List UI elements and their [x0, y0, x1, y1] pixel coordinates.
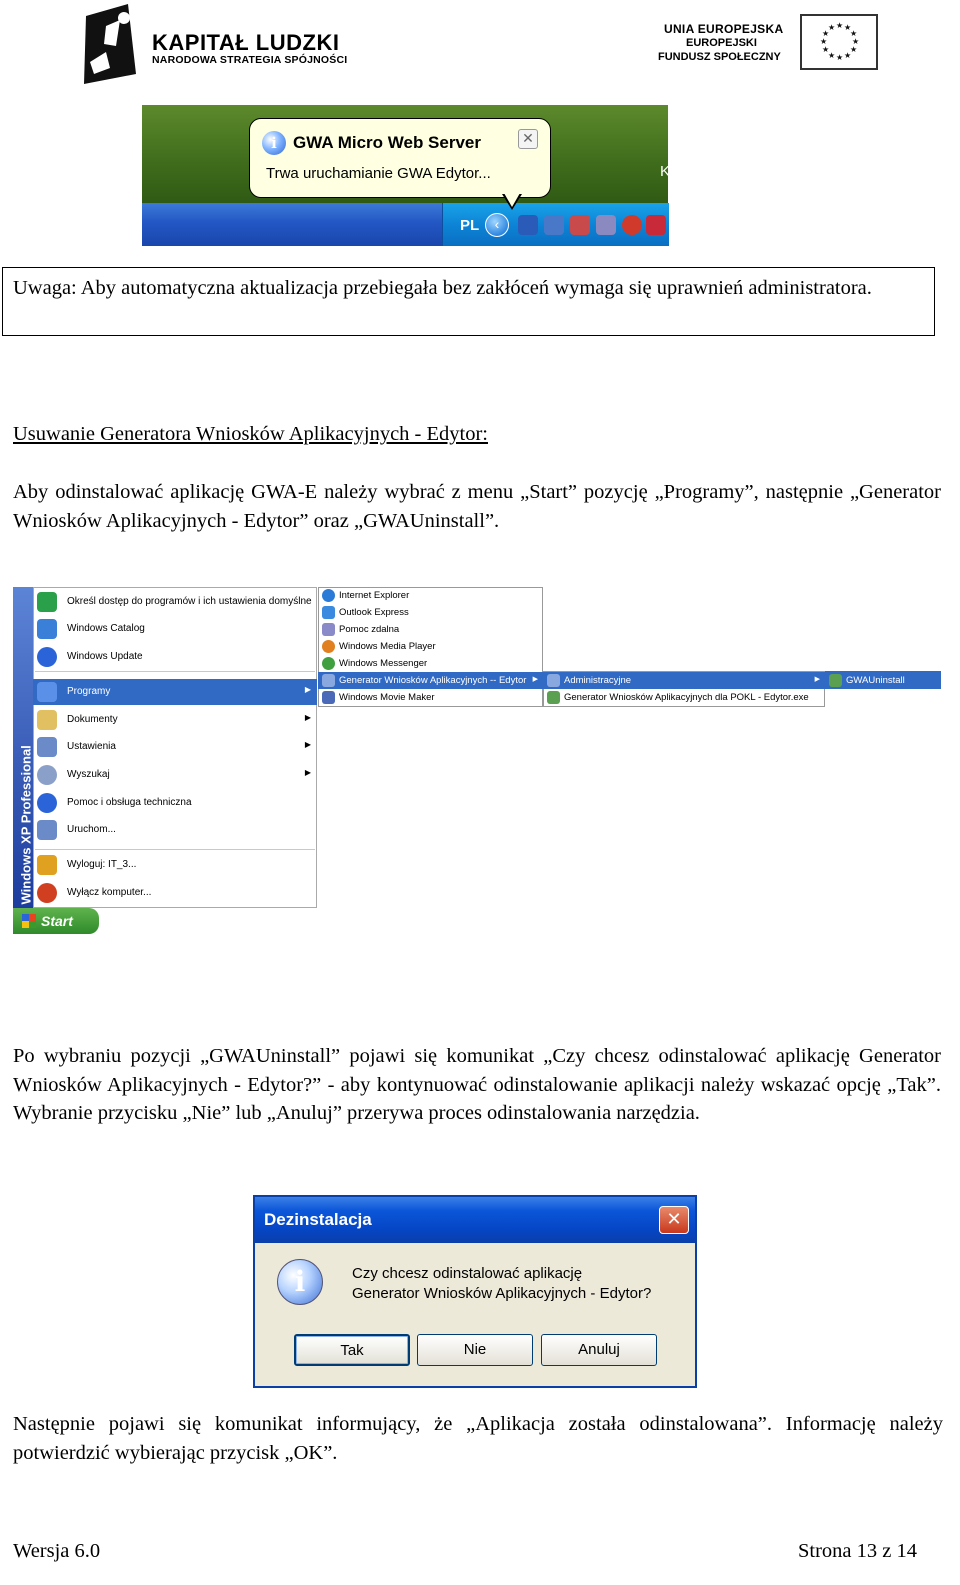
- tray-balloon-screenshot: [142, 105, 671, 246]
- svg-text:★: ★: [852, 37, 860, 46]
- dialog-title: Dezinstalacja: [264, 1210, 372, 1229]
- tray-expand-icon[interactable]: ‹: [485, 213, 509, 237]
- svg-text:★: ★: [828, 51, 836, 60]
- tray-balloon: [249, 118, 551, 198]
- svg-text:★: ★: [836, 53, 844, 62]
- remote-assistance-icon: [322, 623, 335, 636]
- section-heading: Usuwanie Generatora Wniosków Aplikacyjnych - Edytor:: [13, 423, 488, 445]
- kl-subtitle: NARODOWA STRATEGIA SPÓJNOŚCI: [152, 54, 348, 66]
- ue-line-3: FUNDUSZ SPOŁECZNY: [658, 51, 781, 63]
- menu-item-shutdown[interactable]: Wyłącz komputer...: [33, 880, 317, 906]
- media-player-icon: [322, 640, 335, 653]
- app-icon: [547, 691, 560, 704]
- balloon-close-icon[interactable]: ✕: [518, 129, 538, 149]
- menu-item-settings[interactable]: Ustawienia ▶: [33, 734, 317, 760]
- gwa-item-admin[interactable]: Administracyjne ▶: [543, 672, 825, 689]
- gwa-item-editor-exe[interactable]: Generator Wniosków Aplikacyjnych dla POKL - Edytor.exe: [543, 689, 825, 706]
- svg-text:★: ★: [844, 23, 852, 32]
- balloon-title: GWA Micro Web Server: [293, 133, 481, 152]
- program-remote-assistance[interactable]: Pomoc zdalna: [318, 621, 543, 638]
- submenu-arrow-icon: ▶: [304, 685, 311, 694]
- close-icon[interactable]: ✕: [659, 1206, 689, 1234]
- dialog-message: Czy chcesz odinstalować aplikację Generator Wniosków Aplikacyjnych - Edytor?: [352, 1265, 652, 1302]
- program-internet-explorer[interactable]: Internet Explorer: [318, 587, 543, 604]
- no-button[interactable]: Nie: [417, 1334, 533, 1366]
- program-movie-maker[interactable]: Windows Movie Maker: [318, 689, 543, 706]
- svg-text:★: ★: [836, 21, 844, 30]
- yes-button[interactable]: Tak: [294, 1334, 410, 1366]
- eu-flag-icon: [800, 14, 878, 70]
- paragraph-1: Aby odinstalować aplikację GWA-E należy wybrać z menu „Start” pozycję „Programy”, następnie „Generator Wniosków Aplikacyjnych - Edytor” oraz „GWAUninstall”.: [13, 481, 941, 532]
- ue-line-1: UNIA EUROPEJSKA: [664, 22, 784, 36]
- logoff-icon: [37, 855, 57, 875]
- dialog-titlebar: [255, 1197, 695, 1243]
- start-button[interactable]: Start: [13, 908, 99, 934]
- edge-letter: K: [660, 163, 671, 180]
- menu-item-documents[interactable]: Dokumenty ▶: [33, 707, 317, 733]
- menu-item-programs[interactable]: Programy ▶: [33, 679, 317, 705]
- submenu-arrow-icon: ▶: [304, 713, 311, 722]
- program-gwa-editor[interactable]: Generator Wniosków Aplikacyjnych -- Edytor ▶: [318, 672, 543, 689]
- kapital-ludzki-emblem-icon: [76, 2, 146, 86]
- menu-item-help[interactable]: Pomoc i obsługa techniczna: [33, 790, 317, 816]
- submenu-arrow-icon: ▶: [304, 740, 311, 749]
- svg-text:★: ★: [828, 23, 836, 32]
- kl-title: KAPITAŁ LUDZKI: [152, 30, 340, 55]
- paragraph-3: Następnie pojawi się komunikat informujący, że „Aplikacja została odinstalowana”. Informację należy potwierdzić wybierając przycisk „OK”.: [13, 1413, 943, 1464]
- folder-icon: [322, 674, 335, 687]
- info-icon: i: [262, 131, 286, 155]
- balloon-tail-fill: [504, 193, 520, 207]
- menu-item-program-access[interactable]: Określ dostęp do programów i ich ustawienia domyślne: [33, 589, 317, 615]
- outlook-express-icon: [322, 606, 335, 619]
- tray-shield-icon[interactable]: [646, 215, 666, 235]
- cancel-button[interactable]: Anuluj: [541, 1334, 657, 1366]
- footer-version: Wersja 6.0: [13, 1540, 101, 1562]
- windows-update-icon: [37, 647, 57, 667]
- program-access-icon: [37, 592, 57, 612]
- program-media-player[interactable]: Windows Media Player: [318, 638, 543, 655]
- uninstall-dialog: [253, 1195, 697, 1388]
- help-icon: [37, 793, 57, 813]
- balloon-text: Trwa uruchamianie GWA Edytor...: [266, 165, 491, 182]
- language-indicator[interactable]: PL: [460, 217, 480, 234]
- paragraph-2: Po wybraniu pozycji „GWAUninstall” pojawi się komunikat „Czy chcesz odinstalować aplikację Generator Wniosków Aplikacyjnych - Edytor?” - aby kontynuować odinstalowanie aplikacji należy wskazać opcję „Tak”. Wybranie przycisku „Nie” lub „Anuluj” przerywa proces odinstalowania narzędzia.: [13, 1045, 941, 1124]
- start-menu-sidebar: [13, 587, 33, 908]
- run-icon: [37, 820, 57, 840]
- notice-text: Uwaga: Aby automatyczna aktualizacja przebiegała bez zakłóceń wymaga się uprawnień administratora.: [13, 277, 872, 299]
- menu-item-windows-update[interactable]: Windows Update: [33, 644, 317, 670]
- program-messenger[interactable]: Windows Messenger: [318, 655, 543, 672]
- footer-page-number: Strona 13 z 14: [798, 1540, 917, 1562]
- settings-icon: [37, 737, 57, 757]
- svg-text:★: ★: [844, 51, 852, 60]
- tray-volume-icon[interactable]: [596, 215, 616, 235]
- program-outlook-express[interactable]: Outlook Express: [318, 604, 543, 621]
- ue-line-2: EUROPEJSKI: [686, 37, 757, 49]
- svg-text:★: ★: [850, 29, 858, 38]
- tray-antivirus-icon[interactable]: [622, 215, 642, 235]
- svg-text:★: ★: [850, 45, 858, 54]
- movie-maker-icon: [322, 691, 335, 704]
- separator: [35, 849, 315, 850]
- separator: [35, 671, 315, 672]
- menu-item-windows-catalog[interactable]: Windows Catalog: [33, 616, 317, 642]
- info-icon: i: [277, 1259, 323, 1305]
- submenu-arrow-icon: ▶: [532, 676, 538, 683]
- tray-network-icon[interactable]: [570, 215, 590, 235]
- svg-text:★: ★: [820, 37, 828, 46]
- shutdown-icon: [37, 883, 57, 903]
- sidebar-text: Windows XP Professional: [18, 745, 34, 905]
- svg-text:★: ★: [822, 45, 830, 54]
- svg-text:★: ★: [822, 29, 830, 38]
- start-menu-screenshot: [13, 587, 941, 934]
- messenger-icon: [322, 657, 335, 670]
- windows-flag-icon: [22, 914, 36, 928]
- folder-icon: [547, 674, 560, 687]
- search-icon: [37, 765, 57, 785]
- submenu-arrow-icon: ▶: [814, 676, 820, 683]
- admin-item-gwauninstall[interactable]: GWAUninstall: [825, 672, 941, 689]
- uninstall-icon: [829, 674, 842, 687]
- menu-item-run[interactable]: Uruchom...: [33, 817, 317, 843]
- windows-catalog-icon: [37, 619, 57, 639]
- internet-explorer-icon: [322, 589, 335, 602]
- documents-icon: [37, 710, 57, 730]
- submenu-arrow-icon: ▶: [304, 768, 311, 777]
- tray-battery-icon[interactable]: [544, 215, 564, 235]
- programs-icon: [37, 682, 57, 702]
- menu-item-logoff[interactable]: Wyloguj: IT_3...: [33, 852, 317, 878]
- tray-server-icon[interactable]: [518, 215, 538, 235]
- menu-item-search[interactable]: Wyszukaj ▶: [33, 762, 317, 788]
